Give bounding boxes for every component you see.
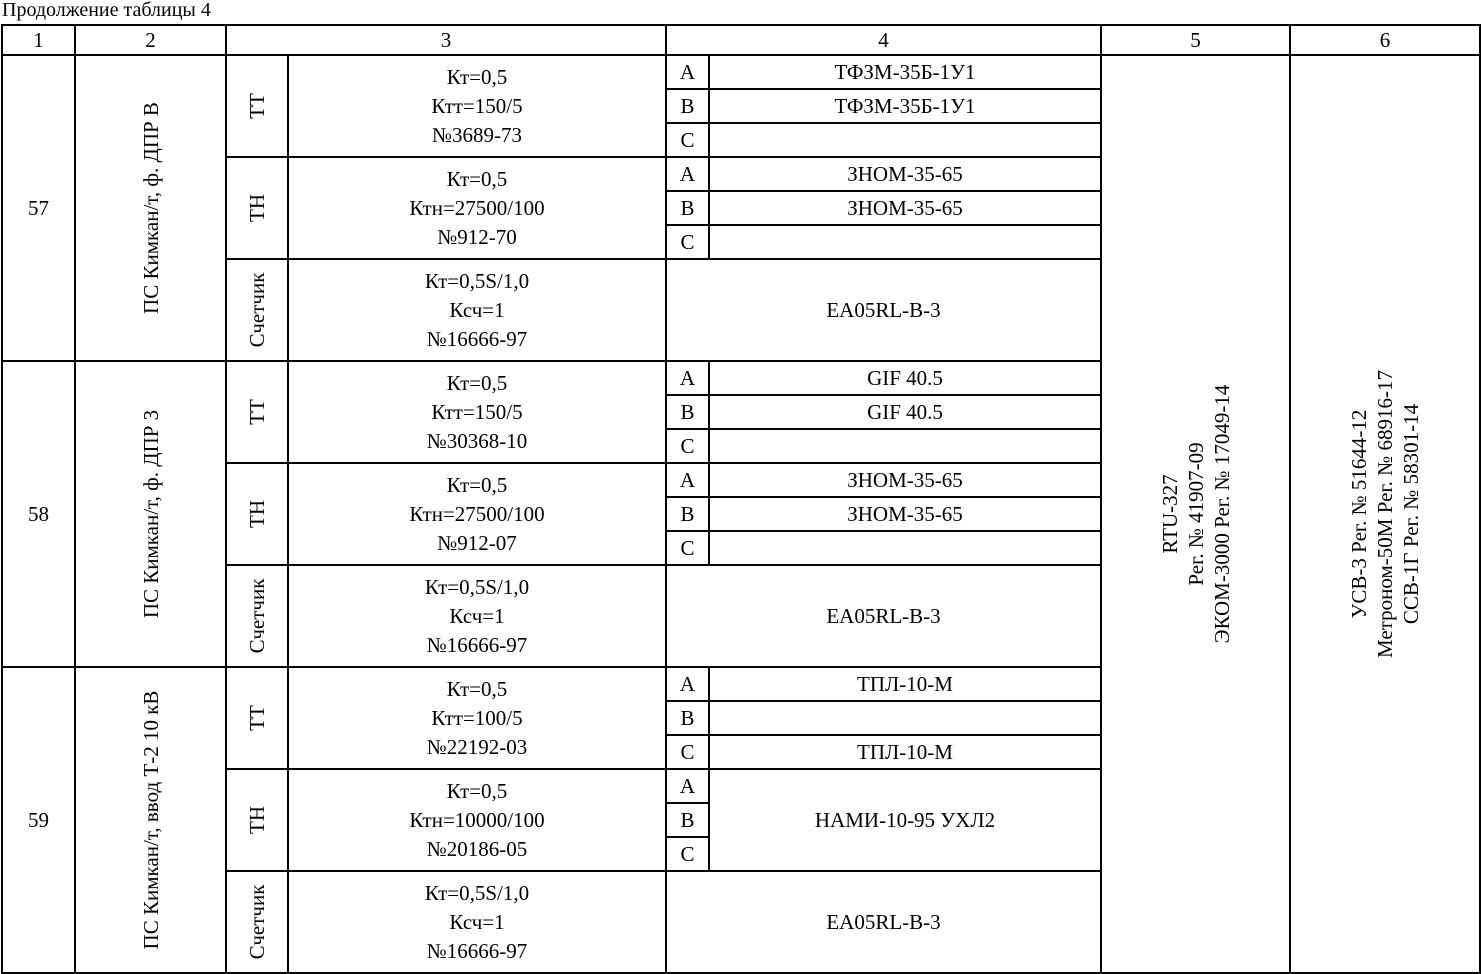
device-model: ТПЛ-10-М: [709, 667, 1101, 701]
device-model: ЗНОМ-35-65: [709, 463, 1101, 497]
tt-label: ТТ: [226, 667, 288, 769]
phase-label: C: [666, 735, 709, 769]
phase-label: C: [666, 531, 709, 565]
tn-params: Кт=0,5 Ктн=27500/100 №912-07: [288, 463, 666, 565]
substation-name: ПС Кимкан/т, ф. ДПР В: [75, 55, 226, 361]
phase-label: A: [666, 769, 709, 803]
meter-label: Счетчик: [226, 565, 288, 667]
meter-model: EA05RL-B-3: [666, 259, 1101, 361]
tn-label: ТН: [226, 157, 288, 259]
tt-params: Кт=0,5 Ктт=100/5 №22192-03: [288, 667, 666, 769]
header-col-5: 5: [1101, 25, 1290, 55]
header-col-6: 6: [1290, 25, 1480, 55]
header-col-3: 3: [226, 25, 666, 55]
phase-label: C: [666, 429, 709, 463]
tn-label: ТН: [226, 769, 288, 871]
tn-params: Кт=0,5 Ктн=27500/100 №912-70: [288, 157, 666, 259]
device-model: ЗНОМ-35-65: [709, 157, 1101, 191]
phase-label: B: [666, 89, 709, 123]
tt-params: Кт=0,5 Ктт=150/5 №30368-10: [288, 361, 666, 463]
device-model: [709, 531, 1101, 565]
meter-label: Счетчик: [226, 871, 288, 973]
device-model: [709, 429, 1101, 463]
table-row: [2, 55, 1480, 89]
device-model: [709, 225, 1101, 259]
phase-label: A: [666, 361, 709, 395]
phase-label: A: [666, 463, 709, 497]
device-model: ЗНОМ-35-65: [709, 497, 1101, 531]
row-number: 58: [2, 361, 75, 667]
tt-label: ТТ: [226, 55, 288, 157]
device-model: [709, 701, 1101, 735]
device-model: [709, 123, 1101, 157]
time-sync-info: УСВ-3 Рег. № 51644-12 Метроном-50М Рег. № 68916-17 ССВ-1Г Рег. № 58301-14: [1290, 55, 1480, 973]
header-col-4: 4: [666, 25, 1101, 55]
phase-label: C: [666, 837, 709, 871]
header-row: [2, 25, 1480, 55]
device-model: ТПЛ-10-М: [709, 735, 1101, 769]
substation-name: ПС Кимкан/т, ф. ДПР 3: [75, 361, 226, 667]
phase-label: B: [666, 701, 709, 735]
phase-label: C: [666, 225, 709, 259]
phase-label: B: [666, 191, 709, 225]
phase-label: B: [666, 497, 709, 531]
header-col-1: 1: [2, 25, 75, 55]
meter-model: EA05RL-B-3: [666, 871, 1101, 973]
meter-model: EA05RL-B-3: [666, 565, 1101, 667]
row-number: 59: [2, 667, 75, 973]
meter-params: Кт=0,5S/1,0 Ксч=1 №16666-97: [288, 565, 666, 667]
tn-params: Кт=0,5 Ктн=10000/100 №20186-05: [288, 769, 666, 871]
table-caption: Продолжение таблицы 4: [2, 0, 211, 21]
tt-label: ТТ: [226, 361, 288, 463]
meter-params: Кт=0,5S/1,0 Ксч=1 №16666-97: [288, 259, 666, 361]
meter-params: Кт=0,5S/1,0 Ксч=1 №16666-97: [288, 871, 666, 973]
phase-label: A: [666, 55, 709, 89]
device-model: ТФЗМ-35Б-1У1: [709, 89, 1101, 123]
substation-name: ПС Кимкан/т, ввод Т-2 10 кВ: [75, 667, 226, 973]
phase-label: A: [666, 667, 709, 701]
phase-label: B: [666, 803, 709, 837]
device-model: ЗНОМ-35-65: [709, 191, 1101, 225]
device-model: GIF 40.5: [709, 361, 1101, 395]
meter-label: Счетчик: [226, 259, 288, 361]
tn-label: ТН: [226, 463, 288, 565]
rtu-info: RTU-327 Рег. № 41907-09 ЭКОМ-3000 Рег. № 17049-14: [1101, 55, 1290, 973]
header-col-2: 2: [75, 25, 226, 55]
row-number: 57: [2, 55, 75, 361]
device-model: ТФЗМ-35Б-1У1: [709, 55, 1101, 89]
device-model: НАМИ-10-95 УХЛ2: [709, 769, 1101, 871]
measurement-table: [1, 24, 1481, 974]
device-model: GIF 40.5: [709, 395, 1101, 429]
phase-label: B: [666, 395, 709, 429]
phase-label: C: [666, 123, 709, 157]
tt-params: Кт=0,5 Ктт=150/5 №3689-73: [288, 55, 666, 157]
phase-label: A: [666, 157, 709, 191]
